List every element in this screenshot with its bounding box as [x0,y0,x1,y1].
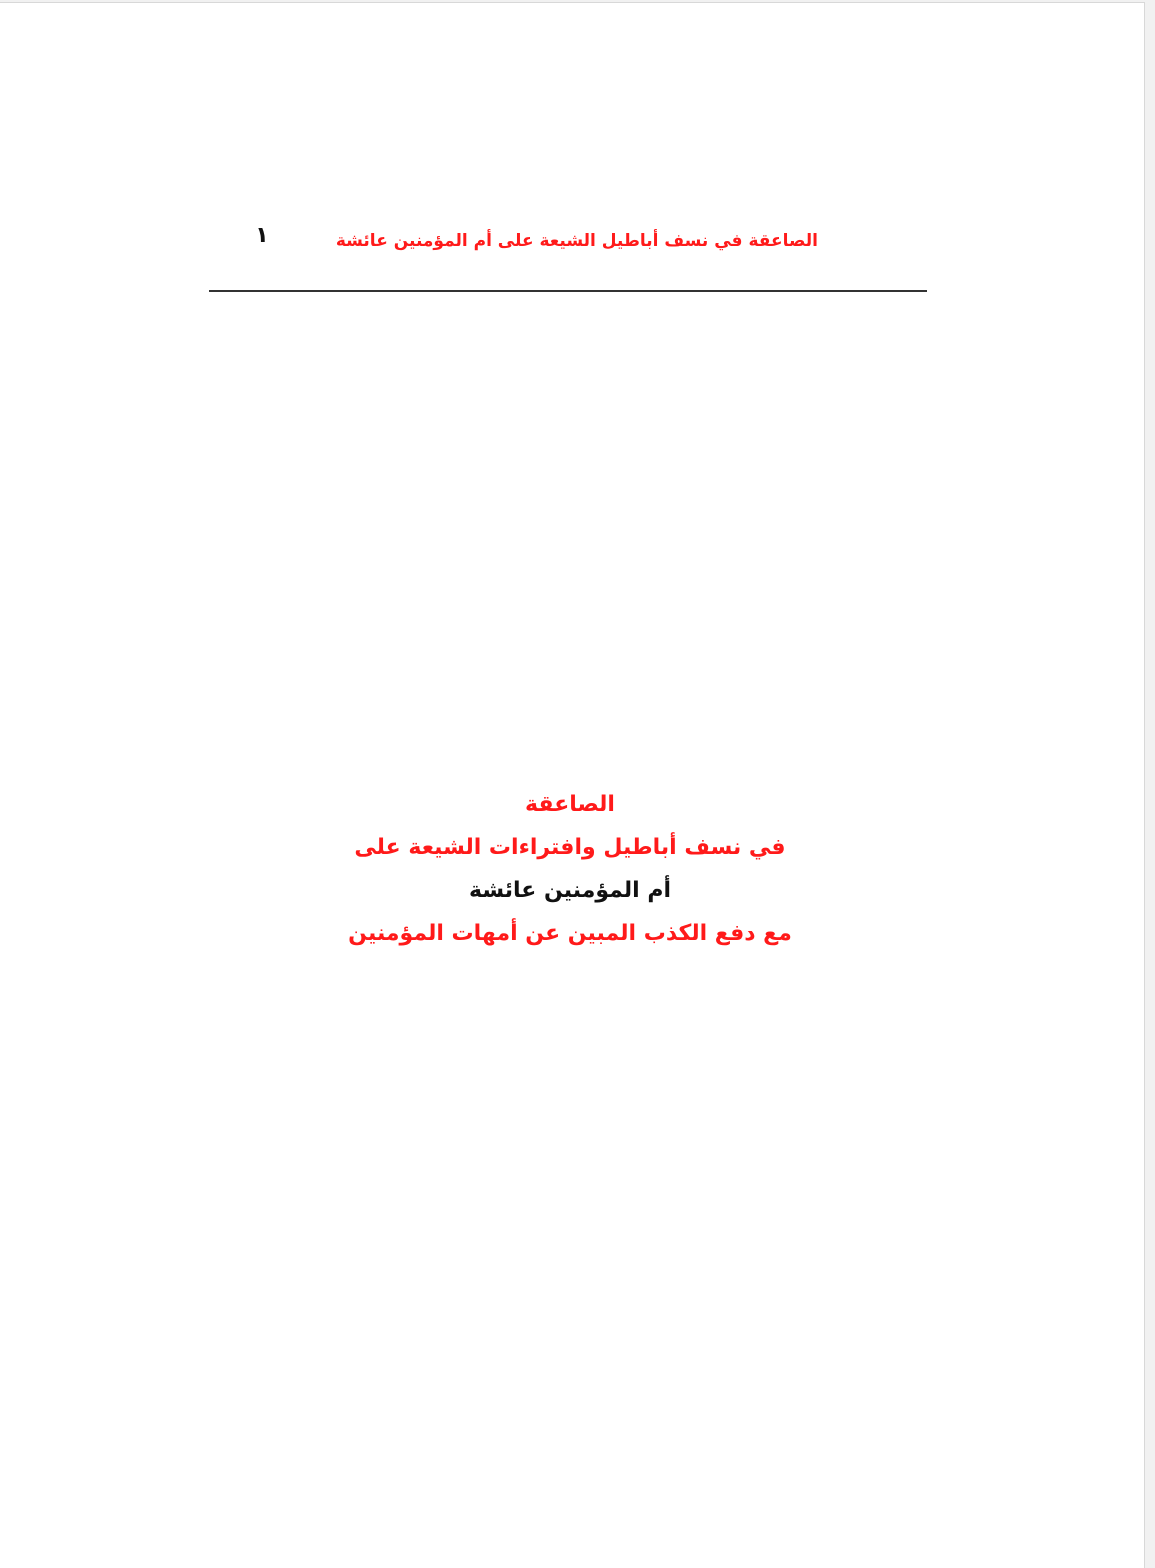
document-page [0,2,1145,1568]
book-title-line-2: في نسف أباطيل وافتراءات الشيعة على [354,835,786,860]
running-header-title: الصاعقة في نسف أباطيل الشيعة على أم المؤمنين عائشة [335,231,818,251]
book-title-line-4: مع دفع الكذب المبين عن أمهات المؤمنين [348,921,792,946]
book-title-block [240,783,900,955]
book-title-line-3: أم المؤمنين عائشة [469,878,671,903]
book-title-line-1: الصاعقة [525,792,615,817]
header-divider [209,290,927,292]
page-number: ١ [255,223,269,248]
